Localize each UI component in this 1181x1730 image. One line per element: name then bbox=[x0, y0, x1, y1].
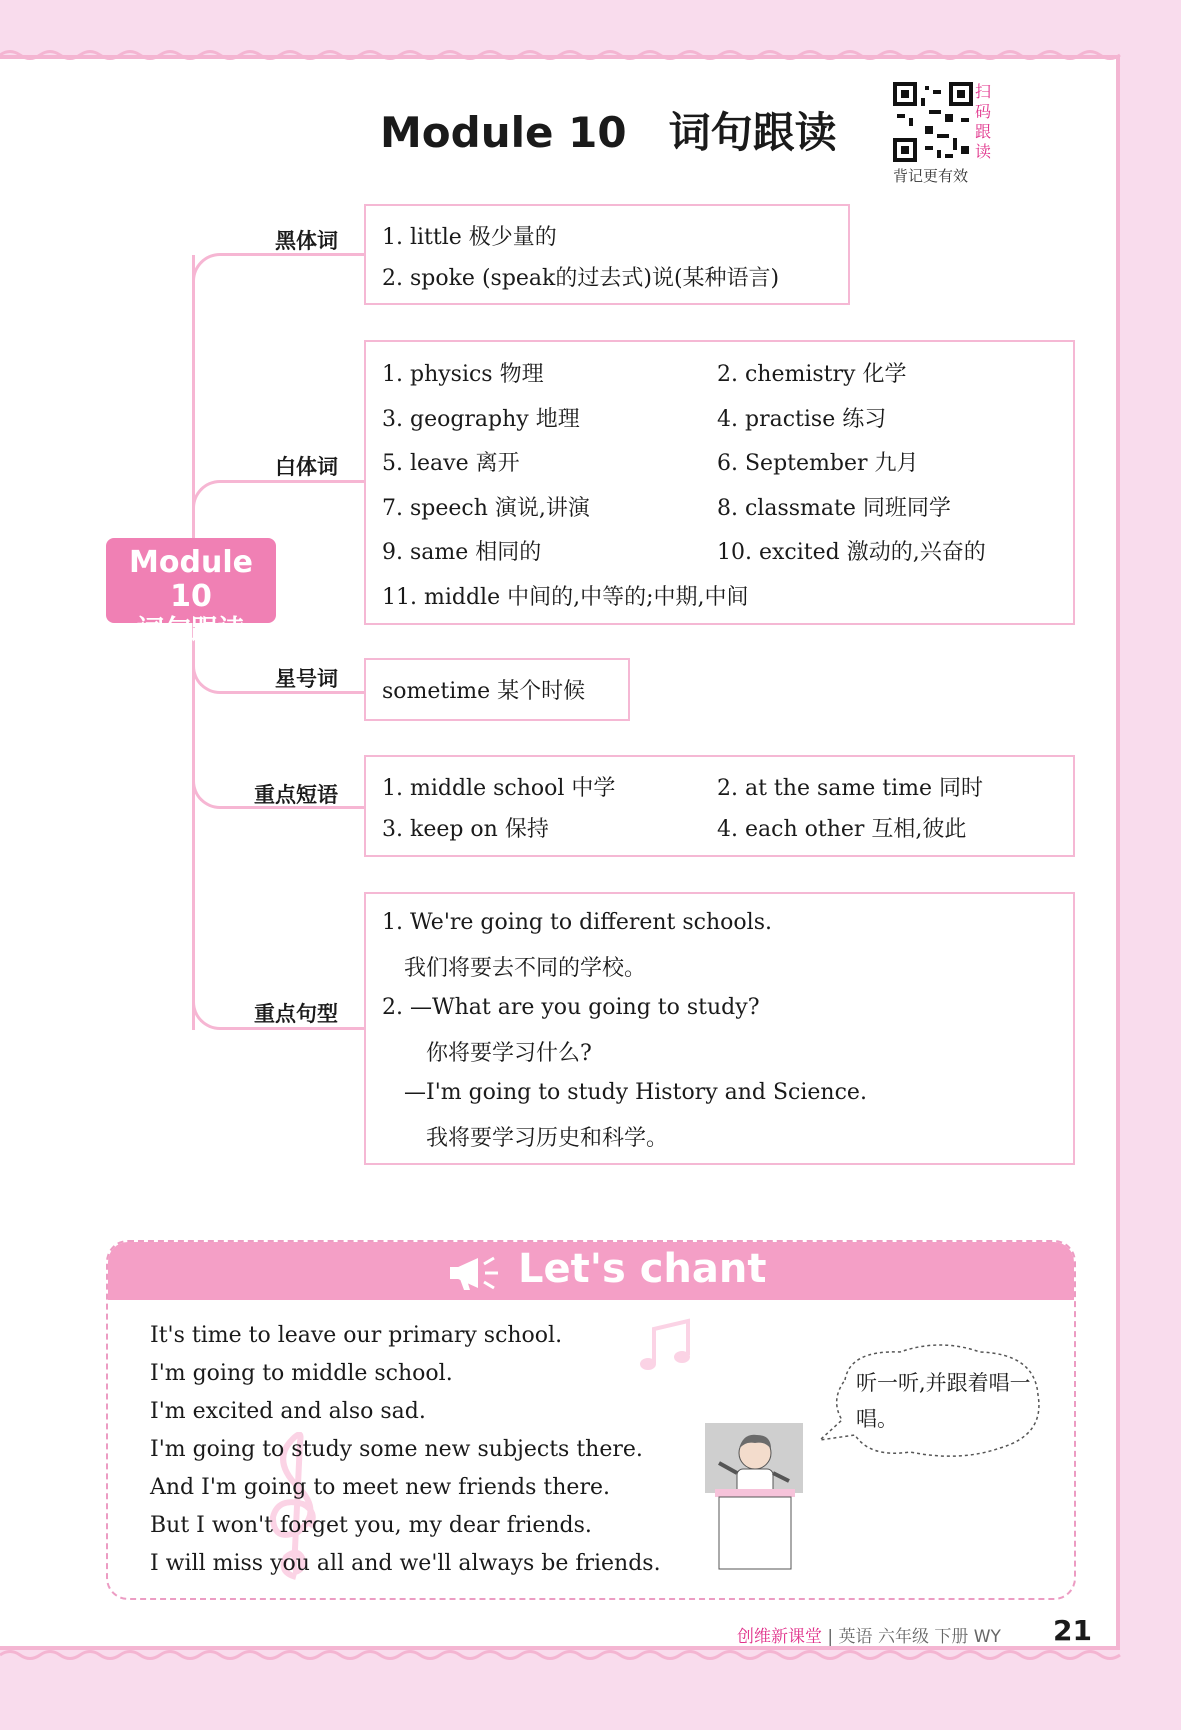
chant-lines bbox=[150, 1317, 661, 1583]
kid-illustration bbox=[705, 1423, 803, 1571]
box-bold-words bbox=[364, 204, 850, 305]
list-item: 2. spoke (speak的过去式)说(某种语言) bbox=[382, 266, 780, 291]
branch-bold-words bbox=[192, 253, 365, 281]
page-number: 21 bbox=[1053, 1614, 1092, 1647]
chant-title: Let's chant bbox=[518, 1246, 767, 1292]
list-item: 8. classmate 同班同学 bbox=[717, 496, 951, 521]
qr-code-icon[interactable] bbox=[893, 82, 973, 162]
list-item: 2. chemistry 化学 bbox=[717, 362, 907, 387]
list-item: 我们将要去不同的学校。 bbox=[404, 956, 647, 981]
chant-line: I'm excited and also sad. bbox=[150, 1399, 426, 1424]
list-item: 9. same 相同的 bbox=[382, 540, 542, 565]
page-title: Module 10 词句跟读 bbox=[380, 108, 837, 157]
list-item: sometime 某个时候 bbox=[382, 679, 586, 704]
list-item: 6. September 九月 bbox=[717, 451, 919, 476]
list-item: 我将要学习历史和科学。 bbox=[426, 1126, 669, 1151]
chant-line: It's time to leave our primary school. bbox=[150, 1323, 563, 1348]
list-item: 7. speech 演说,讲演 bbox=[382, 496, 590, 521]
chant-line: And I'm going to meet new friends there. bbox=[150, 1475, 610, 1500]
qr-label: 扫码跟读 bbox=[975, 82, 992, 161]
list-item: 你将要学习什么? bbox=[426, 1041, 592, 1066]
list-item: 3. geography 地理 bbox=[382, 407, 580, 432]
module-badge bbox=[106, 538, 276, 646]
list-item: 1. We're going to different schools. bbox=[382, 910, 772, 935]
list-item: 2. at the same time 同时 bbox=[717, 776, 983, 801]
label-star-words: 星号词 bbox=[275, 667, 338, 691]
bottom-wave-border bbox=[0, 1648, 1128, 1662]
chant-line: I will miss you all and we'll always be friends. bbox=[150, 1551, 661, 1576]
box-star-words bbox=[364, 658, 630, 721]
top-wave-border bbox=[0, 48, 1128, 62]
footer-brand: 创维新课堂 bbox=[737, 1627, 822, 1647]
bubble-text: 听一听,并跟着唱一唱。 bbox=[856, 1371, 1031, 1431]
chant-line: I'm going to middle school. bbox=[150, 1361, 453, 1386]
badge-line2: 词句跟读 bbox=[137, 615, 245, 646]
chant-line: But I won't forget you, my dear friends. bbox=[150, 1513, 592, 1538]
list-item: 10. excited 激动的,兴奋的 bbox=[717, 540, 986, 565]
branch-plain-words bbox=[192, 480, 365, 508]
label-plain-words: 白体词 bbox=[275, 455, 338, 479]
qr-caption: 背记更有效 bbox=[893, 167, 969, 185]
list-item: —I'm going to study History and Science. bbox=[404, 1080, 867, 1105]
list-item: 11. middle 中间的,中等的;中期,中间 bbox=[382, 585, 749, 610]
box-key-sentences bbox=[364, 892, 1075, 1165]
box-key-phrases bbox=[364, 755, 1075, 857]
list-item: 5. leave 离开 bbox=[382, 451, 520, 476]
list-item: 2. —What are you going to study? bbox=[382, 995, 760, 1020]
list-item: 1. middle school 中学 bbox=[382, 776, 616, 801]
label-bold-words: 黑体词 bbox=[275, 229, 338, 253]
list-item: 3. keep on 保持 bbox=[382, 817, 549, 842]
megaphone-icon[interactable] bbox=[448, 1252, 508, 1294]
list-item: 4. each other 互相,彼此 bbox=[717, 817, 967, 842]
label-key-phrases: 重点短语 bbox=[254, 783, 338, 807]
list-item: 1. little 极少量的 bbox=[382, 225, 557, 250]
footer bbox=[737, 1622, 1001, 1647]
footer-info: | 英语 六年级 下册 WY bbox=[827, 1627, 1001, 1647]
chant-header bbox=[108, 1242, 1074, 1300]
label-key-sentences: 重点句型 bbox=[254, 1002, 338, 1026]
list-item: 1. physics 物理 bbox=[382, 362, 544, 387]
box-plain-words bbox=[364, 340, 1075, 625]
chant-line: I'm going to study some new subjects there. bbox=[150, 1437, 643, 1462]
badge-line1: Module 10 bbox=[129, 545, 253, 614]
list-item: 4. practise 练习 bbox=[717, 407, 887, 432]
